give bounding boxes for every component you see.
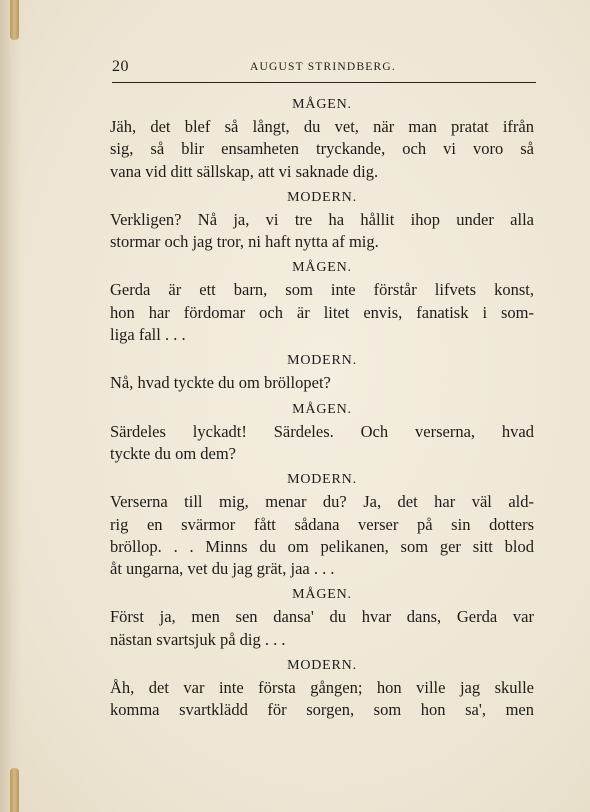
text-line: vana vid ditt sällskap, att vi saknade dig.: [110, 161, 379, 181]
text-line: komma svartklädd för sorgen, som hon sa', men: [110, 700, 534, 720]
header-rule: [112, 82, 536, 83]
page-header: [112, 58, 536, 78]
binding-tab-top: [10, 0, 19, 40]
speaker-name: MÅGEN.: [292, 97, 352, 112]
speaker-name: MÅGEN.: [292, 401, 352, 417]
text-line: nästan svartsjuk på dig . . .: [110, 629, 286, 649]
dialogue-text: [110, 94, 534, 722]
text-line: stormar och jag tror, ni haft nytta af mig.: [110, 232, 379, 252]
text-line: Verserna till mig, menar du? Ja, det har väl ald-: [110, 492, 534, 512]
page-number: 20: [112, 58, 129, 75]
text-line: Gerda är ett barn, som inte förstår lifvets konst,: [110, 280, 534, 300]
speaker-name: MODERN.: [287, 658, 357, 674]
text-line: liga fall . . .: [110, 325, 186, 345]
text-line: Verkligen? Nå ja, vi tre ha hållit ihop under alla: [110, 209, 534, 229]
text-line: Särdeles lyckadt! Särdeles. Och verserna, hvad: [110, 421, 534, 441]
text-line: Jäh, det blef så långt, du vet, när man pratat ifrån: [110, 117, 534, 136]
text-line: bröllop. . . Minns du om pelikanen, som ger sitt blod: [110, 536, 534, 556]
speaker-name: MODERN.: [287, 353, 357, 369]
text-line: rig en svärmor fått sådana verser på sin dotters: [110, 514, 534, 534]
running-head: AUGUST STRINDBERG.: [250, 61, 396, 73]
text-line: Nå, hvad tyckte du om bröllopet?: [110, 373, 331, 393]
text-line: hon har fördomar och är litet envis, fanatisk i som-: [110, 302, 534, 322]
text-line: åt ungarna, vet du jag grät, jaa . . .: [110, 559, 335, 579]
text-line: Först ja, men sen dansa' du hvar dans, Gerda var: [110, 607, 534, 627]
speaker-name: MODERN.: [287, 472, 357, 488]
speaker-name: MÅGEN.: [292, 587, 352, 603]
text-line: tyckte du om dem?: [110, 443, 237, 463]
speaker-name: MODERN.: [287, 189, 357, 205]
page-binding-edge: [0, 0, 22, 812]
binding-tab-bottom: [10, 768, 19, 812]
text-line: sig, så blir ensamheten tryckande, och vi voro så: [110, 139, 534, 159]
text-line: Åh, det var inte första gången; hon ville jag skulle: [110, 678, 534, 698]
speaker-name: MÅGEN.: [292, 260, 352, 276]
